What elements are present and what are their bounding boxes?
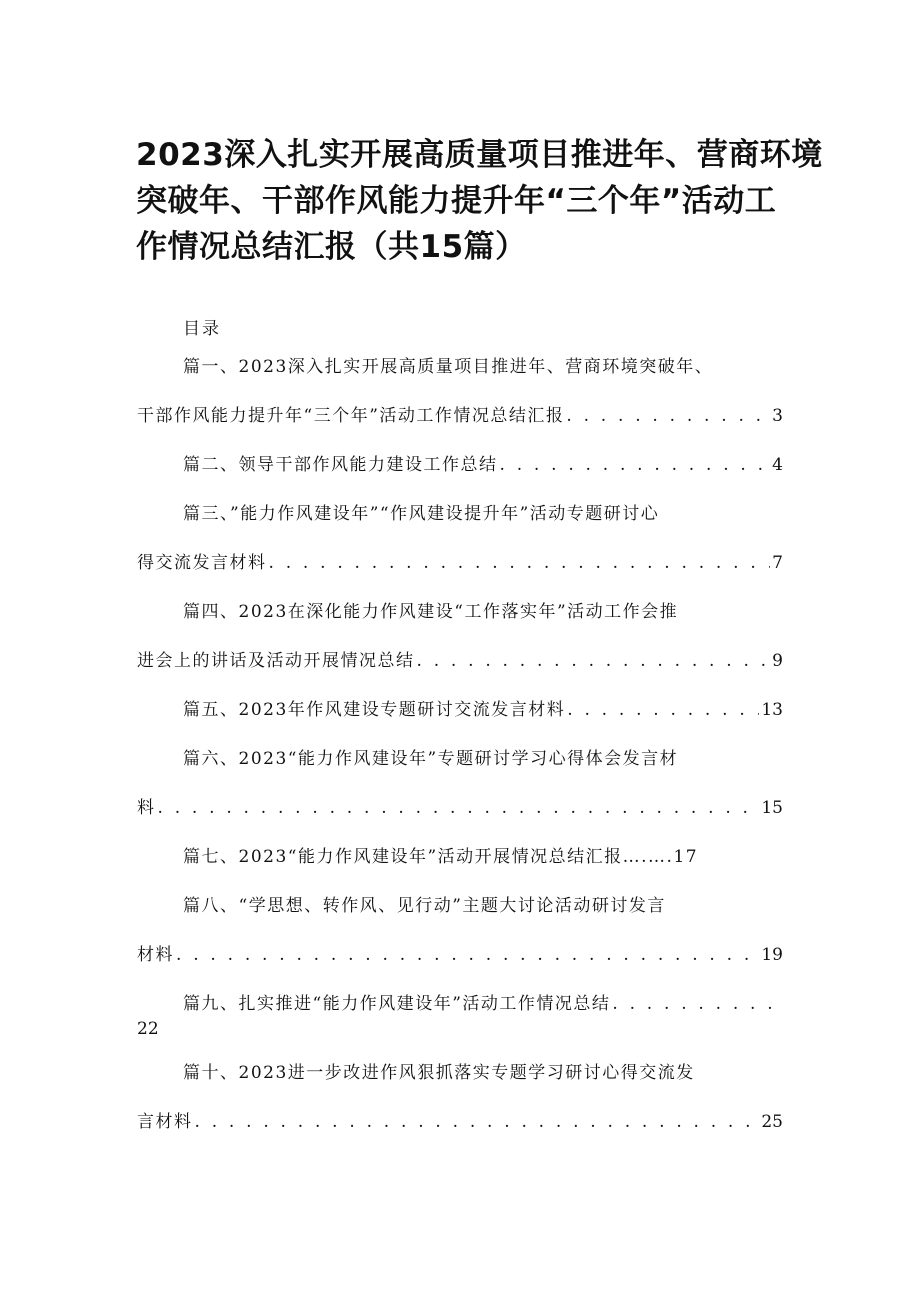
dot-leader: [500, 450, 771, 480]
table-of-contents: [137, 352, 783, 1137]
dot-leader: [269, 548, 771, 578]
toc-entry-text: 篇九、扎实推进“能力作风建设年”活动工作情况总结: [183, 994, 611, 1014]
document-title: [136, 132, 823, 270]
toc-entry-text: 篇二、领导干部作风能力建设工作总结: [183, 455, 498, 475]
toc-page-number: 25: [761, 1112, 783, 1132]
dot-leader: [417, 646, 771, 676]
toc-page-number: 7: [772, 553, 783, 573]
toc-entry-8[interactable]: [137, 891, 783, 970]
toc-entry-text: 篇七、2023“能力作风建设年”活动开展情况总结汇报….….17: [183, 847, 699, 867]
title-line: 作情况总结汇报（共15篇）: [136, 229, 527, 265]
toc-page-number: 4: [772, 455, 783, 475]
dot-leader: [195, 1107, 760, 1137]
toc-entry-5[interactable]: [137, 695, 783, 725]
toc-entry-2[interactable]: [137, 450, 783, 480]
toc-entry-text: 得交流发言材料: [137, 553, 267, 573]
toc-page-number: 3: [772, 406, 783, 426]
toc-page-number: 9: [772, 651, 783, 671]
toc-entry-9[interactable]: [137, 989, 783, 1039]
toc-page-number: 22: [137, 1019, 159, 1039]
dot-leader: [158, 793, 760, 823]
toc-entry-text: 干部作风能力提升年“三个年”活动工作情况总结汇报: [137, 406, 565, 426]
toc-entry-3[interactable]: [137, 499, 783, 578]
title-line: 2023深入扎实开展高质量项目推进年、营商环境: [136, 137, 823, 173]
toc-entry-text: 篇十、2023进一步改进作风狠抓落实专题学习研讨心得交流发: [183, 1063, 695, 1083]
dot-leader: [566, 401, 770, 431]
toc-entry-text: 篇八、“学思想、转作风、见行动”主题大讨论活动研讨发言: [183, 896, 666, 916]
toc-entry-text: 材料: [137, 945, 174, 965]
toc-entry-10[interactable]: [137, 1058, 783, 1137]
toc-entry-text: 篇五、2023年作风建设专题研讨交流发言材料: [183, 700, 566, 720]
toc-entry-text: 进会上的讲话及活动开展情况总结: [137, 651, 415, 671]
toc-page-number: 19: [761, 945, 783, 965]
toc-entry-7[interactable]: [137, 842, 783, 872]
toc-entry-text: 料: [137, 798, 156, 818]
dot-leader: [612, 989, 781, 1019]
toc-entry-text: 言材料: [137, 1112, 193, 1132]
toc-entry-6[interactable]: [137, 744, 783, 823]
toc-entry-1[interactable]: [137, 352, 783, 431]
toc-entry-text: 篇三、”能力作风建设年”“作风建设提升年”活动专题研讨心: [183, 504, 660, 524]
toc-page-number: 15: [761, 798, 783, 818]
toc-heading: 目录: [183, 319, 221, 339]
toc-entry-text: 篇四、2023在深化能力作风建设“工作落实年”活动工作会推: [183, 602, 679, 622]
toc-entry-text: 篇一、2023深入扎实开展高质量项目推进年、营商环境突破年、: [183, 357, 714, 377]
toc-entry-text: 篇六、2023“能力作风建设年”专题研讨学习心得体会发言材: [183, 749, 679, 769]
dot-leader: [567, 695, 759, 725]
title-line: 突破年、干部作风能力提升年“三个年”活动工: [136, 183, 777, 219]
toc-entry-4[interactable]: [137, 597, 783, 676]
toc-page-number: 13: [761, 700, 783, 720]
dot-leader: [176, 940, 759, 970]
